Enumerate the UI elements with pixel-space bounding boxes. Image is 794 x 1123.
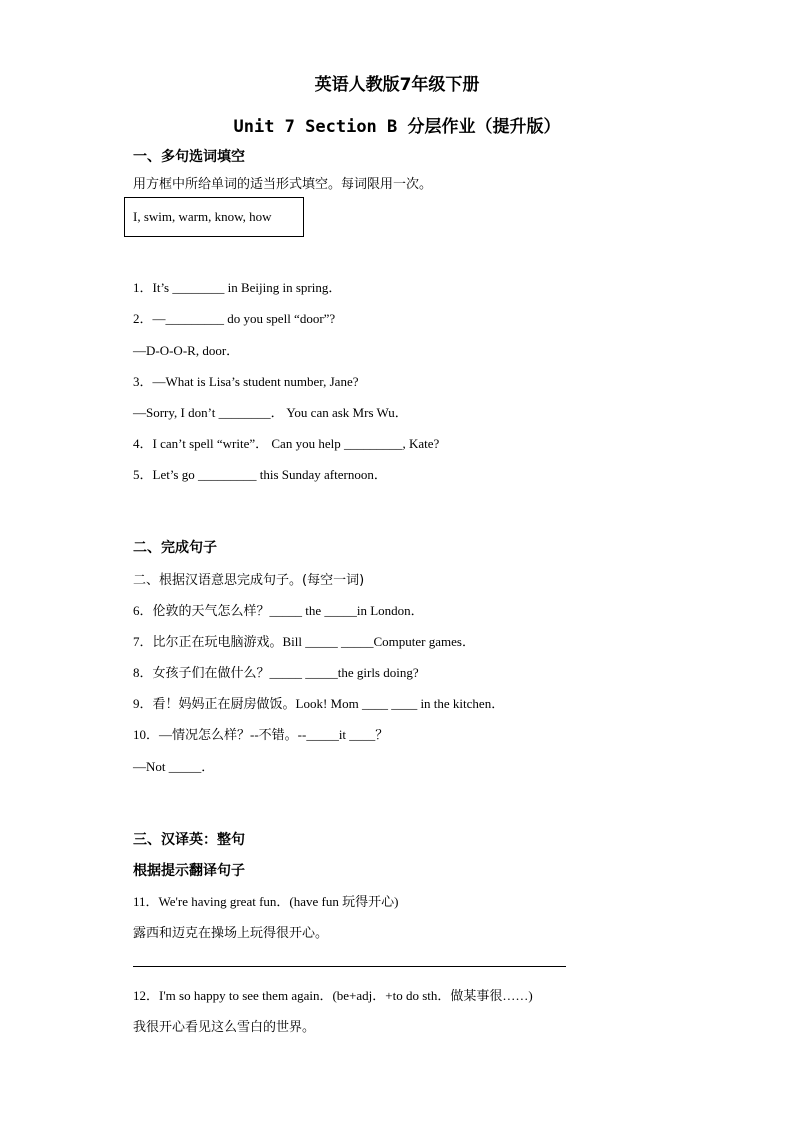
question-6: 6．伦敦的天气怎么样？_____ the _____in London． [133,603,424,618]
question-4: 4．I can’t spell “write”． Can you help _________, Kate? [133,436,440,451]
question-3-answer: —Sorry, I don’t ________． You can ask Mrs Wu． [133,405,408,420]
word-box: I, swim, warm, know, how [124,197,304,237]
question-10: 10．—情况怎么样？--不错。--_____it ____？ [133,727,389,742]
question-5: 5．Let’s go _________ this Sunday afternoon． [133,467,387,482]
question-3: 3．—What is Lisa’s student number, Jane? [133,374,359,389]
section1-heading: 一、多句选词填空 [133,149,245,165]
question-8: 8．女孩子们在做什么？_____ _____the girls doing? [133,665,419,680]
question-2: 2．—_________ do you spell “door”? [133,311,336,326]
answer-line [133,966,566,967]
section2-instruction: 二、根据汉语意思完成句子。(每空一词) [133,573,365,588]
question-9: 9．看！妈妈正在厨房做饭。Look! Mom ____ ____ in the kitchen． [133,696,505,711]
page-subtitle: Unit 7 Section B 分层作业（提升版） [233,117,561,137]
question-10-answer: —Not _____． [133,759,215,774]
section1-instruction: 用方框中所给单词的适当形式填空。每词限用一次。 [133,177,433,192]
page-title: 英语人教版7年级下册 [314,75,480,95]
question-1: 1．It’s ________ in Beijing in spring． [133,280,342,295]
section3-instruction: 根据提示翻译句子 [133,863,245,879]
section3-heading: 三、汉译英：整句 [133,832,245,848]
question-2-answer: —D-O-O-R, door． [133,343,240,358]
section2-heading: 二、完成句子 [133,540,217,556]
question-7: 7．比尔正在玩电脑游戏。Bill _____ _____Computer games． [133,634,475,649]
question-12: 12．I'm so happy to see them again．(be+adj．+to do sth．做某事很……) [133,988,533,1003]
question-11-chinese: 露西和迈克在操场上玩得很开心。 [133,926,329,941]
question-11: 11．We're having great fun．(have fun 玩得开心) [133,894,399,909]
question-12-chinese: 我很开心看见这么雪白的世界。 [133,1020,316,1035]
